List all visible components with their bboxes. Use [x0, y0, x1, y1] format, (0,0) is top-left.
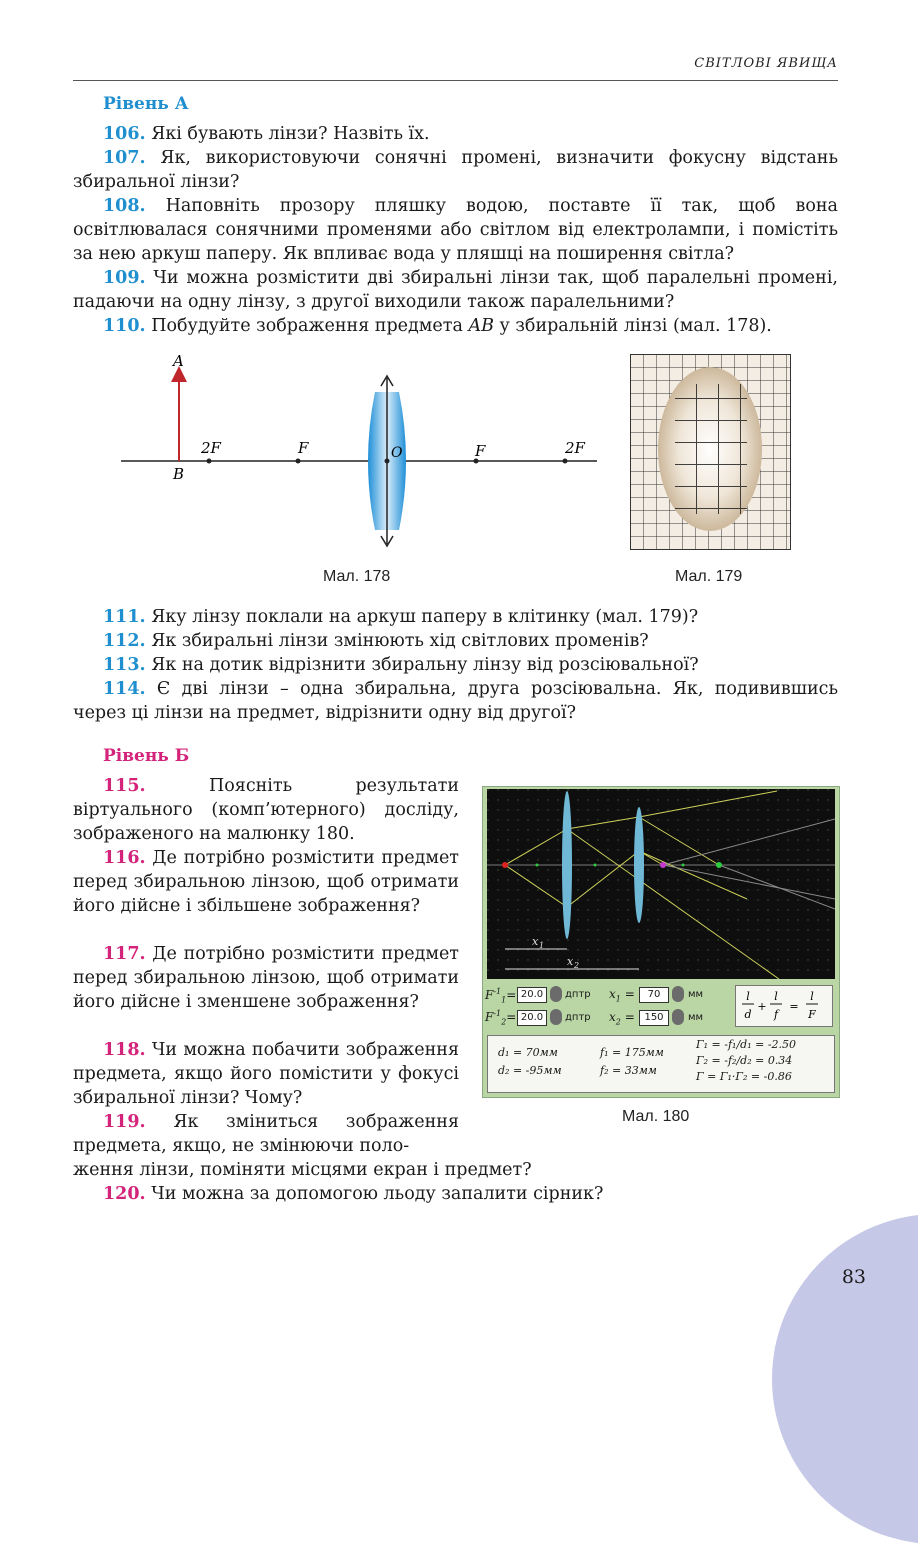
- question-110: [73, 314, 838, 338]
- result-gamma2: Γ₂ = -f₂/d₂ = 0.34: [696, 1054, 793, 1067]
- f1-sub: 1: [501, 995, 507, 1005]
- question-119-continued: ження лінзи, поміняти місцями екран і предмет?: [73, 1160, 532, 1180]
- label-2f-right: 2F: [565, 439, 585, 457]
- header-rule: [73, 80, 838, 81]
- svg-text:=: =: [789, 1000, 799, 1013]
- result-gamma1: Γ₁ = -f₁/d₁ = -2.50: [696, 1038, 797, 1051]
- result-f2: f₂ = 33мм: [600, 1064, 657, 1077]
- question-115: [73, 774, 459, 846]
- question-number: 113.: [103, 655, 146, 675]
- question-109: [73, 266, 838, 314]
- question-number: 115.: [103, 776, 146, 796]
- simulation-screen: [487, 789, 835, 979]
- sim-object-point: [502, 862, 508, 868]
- question-113: [73, 653, 838, 677]
- page-corner-decoration: [772, 1214, 918, 1544]
- lens-formula: [736, 986, 832, 1026]
- sim-x2-label: x: [567, 955, 574, 968]
- question-text: Де потрібно розмістити предмет перед збиральною лінзою, щоб отримати його дійсне і зменшене зображення?: [73, 944, 459, 1012]
- point-o: [385, 459, 390, 464]
- x1-sub: 1: [615, 994, 621, 1004]
- sim-lens-2: [634, 807, 644, 923]
- f2-label: F: [485, 1010, 494, 1024]
- question-text: Наповніть прозору пляшку водою, поставте її так, щоб вона освітлювалася сонячними променями або світлом від електролампи, і помістіть за нею аркуш паперу. Як впливає вода у пляшці на поширення світла?: [73, 196, 838, 264]
- svg-text:F: F: [808, 1008, 816, 1021]
- question-number: 114.: [103, 679, 146, 699]
- question-number: 109.: [103, 268, 146, 288]
- sim-x2-sub: 2: [574, 961, 580, 970]
- question-text: Де потрібно розмістити предмет перед збиральною лінзою, щоб отримати його дійсне і збільшене зображення?: [73, 848, 459, 916]
- question-118: [73, 1038, 459, 1110]
- x2-unit: мм: [688, 1012, 704, 1023]
- x2-sub: 2: [615, 1017, 621, 1027]
- level-b-heading: Рівень Б: [103, 746, 190, 766]
- x1-label: x: [609, 987, 616, 1001]
- question-text: Як, використовуючи сонячні промені, визначити фокусну відстань збиральної лінзи?: [73, 148, 838, 192]
- f2-spinner-icon[interactable]: [550, 1009, 562, 1025]
- result-d1: d₁ = 70мм: [498, 1046, 558, 1059]
- question-number: 116.: [103, 848, 146, 868]
- question-116: [73, 846, 459, 918]
- label-o: O: [391, 445, 403, 461]
- label-b: B: [173, 465, 185, 483]
- f1-sup: -1: [493, 987, 502, 996]
- question-107: [73, 146, 838, 194]
- point-f-left: [296, 459, 301, 464]
- f2-input[interactable]: 20.0: [517, 1010, 547, 1026]
- figure-179-lens-on-grid: [630, 354, 791, 550]
- svg-text:f: f: [773, 1008, 779, 1021]
- question-text: Яку лінзу поклали на аркуш паперу в клітинку (мал. 179)?: [145, 607, 699, 627]
- question-number: 107.: [103, 148, 146, 168]
- point-2f-left: [207, 459, 212, 464]
- figure-180-virtual-experiment: [482, 786, 840, 1098]
- f1-unit: дптр: [565, 989, 591, 1000]
- question-111: [73, 605, 838, 629]
- question-number: 117.: [103, 944, 146, 964]
- question-number: 118.: [103, 1040, 146, 1060]
- question-text: Чи можна побачити зображення предмета, якщо його помістити у фокусі збиральної лінзи? Чому?: [73, 1040, 459, 1108]
- x2-spinner-icon[interactable]: [672, 1009, 684, 1025]
- question-120: [73, 1182, 838, 1206]
- svg-text:d: d: [744, 1008, 752, 1021]
- question-text: Чи можна за допомогою льоду запалити сірник?: [145, 1184, 604, 1204]
- question-112: [73, 629, 838, 653]
- result-d2: d₂ = -95мм: [498, 1064, 562, 1077]
- sim-lens-1: [562, 791, 572, 939]
- sim-x1-label: x: [532, 935, 539, 948]
- page-number: 83: [841, 1266, 866, 1288]
- question-text: Як зміниться зображення предмета, якщо, не змінюючи поло-: [73, 1112, 459, 1156]
- svg-text:+: +: [757, 1000, 767, 1013]
- f1-label: F: [485, 988, 494, 1002]
- f2-sup: -1: [493, 1009, 502, 1018]
- figure-178-lens-diagram: [115, 350, 605, 555]
- sim-results-panel: [487, 1035, 835, 1093]
- label-2f-left: 2F: [201, 439, 221, 457]
- x1-unit: мм: [688, 989, 704, 1000]
- level-a-heading: Рівень А: [103, 94, 189, 114]
- running-header: СВІТЛОВІ ЯВИЩА: [694, 56, 838, 71]
- sim-x1-sub: 1: [539, 941, 545, 950]
- svg-text:l: l: [810, 990, 814, 1003]
- f2-sub: 2: [501, 1017, 507, 1027]
- question-117: [73, 942, 459, 1014]
- x2-input[interactable]: 150: [639, 1010, 669, 1026]
- question-text: Як на дотик відрізнити збиральну лінзу від розсіювальної?: [145, 655, 699, 675]
- f1-input[interactable]: 20.0: [517, 987, 547, 1003]
- question-text: Які бувають лінзи? Назвіть їх.: [145, 124, 430, 144]
- question-119: [73, 1110, 459, 1158]
- magnified-grid: [675, 384, 747, 514]
- question-text: у збиральній лінзі (мал. 178).: [493, 316, 772, 336]
- figure-179-caption: Мал. 179: [675, 568, 743, 585]
- svg-text:l: l: [774, 990, 778, 1003]
- x2-label: x: [609, 1010, 616, 1024]
- question-text: Як збиральні лінзи змінюють хід світлових променів?: [145, 631, 649, 651]
- svg-text:l: l: [746, 990, 750, 1003]
- lens-formula-box: [735, 985, 833, 1027]
- result-gamma: Γ = Γ₁·Γ₂ = -0.86: [696, 1070, 792, 1083]
- question-text: Побудуйте зображення предмета: [145, 316, 469, 336]
- figure-178-caption: Мал. 178: [323, 568, 391, 585]
- sim-image-point-2: [716, 862, 722, 868]
- question-106: [73, 122, 838, 146]
- question-text: Є дві лінзи – одна збиральна, друга розсіювальна. Як, подивившись через ці лінзи на предмет, відрізнити одну від другої?: [73, 679, 838, 723]
- label-f-right: F: [475, 442, 486, 460]
- question-text: Чи можна розмістити дві збиральні лінзи так, щоб паралельні промені, падаючи на одну лінзу, з другої виходили також паралельними?: [73, 268, 838, 312]
- label-a: A: [173, 352, 184, 370]
- question-number: 120.: [103, 1184, 146, 1204]
- figure-180-caption: Мал. 180: [622, 1108, 690, 1125]
- x1-input[interactable]: 70: [639, 987, 669, 1003]
- x1-spinner-icon[interactable]: [672, 986, 684, 1002]
- question-number: 108.: [103, 196, 146, 216]
- question-108: [73, 194, 838, 266]
- question-text: Поясніть результати віртуального (комп’ютерного) досліду, зображеного на малюнку 180.: [73, 776, 459, 844]
- sim-controls: $F^{-1}_1=$ 20.0 дптр $x_1$ = 70 мм $F^{-1}_2=$ 20.0 дптр $x_2$ = 150 мм l d + l f = l F: [485, 983, 835, 1031]
- f1-spinner-icon[interactable]: [550, 986, 562, 1002]
- question-number: 110.: [103, 316, 146, 336]
- label-f-left: F: [298, 439, 309, 457]
- result-f1: f₁ = 175мм: [600, 1046, 664, 1059]
- question-number: 112.: [103, 631, 146, 651]
- question-number: 119.: [103, 1112, 146, 1132]
- question-number: 111.: [103, 607, 146, 627]
- segment-ab: AB: [468, 316, 494, 336]
- sim-image-point-1: [660, 862, 666, 868]
- point-2f-right: [563, 459, 568, 464]
- question-number: 106.: [103, 124, 146, 144]
- f2-unit: дптр: [565, 1012, 591, 1023]
- question-114: [73, 677, 838, 725]
